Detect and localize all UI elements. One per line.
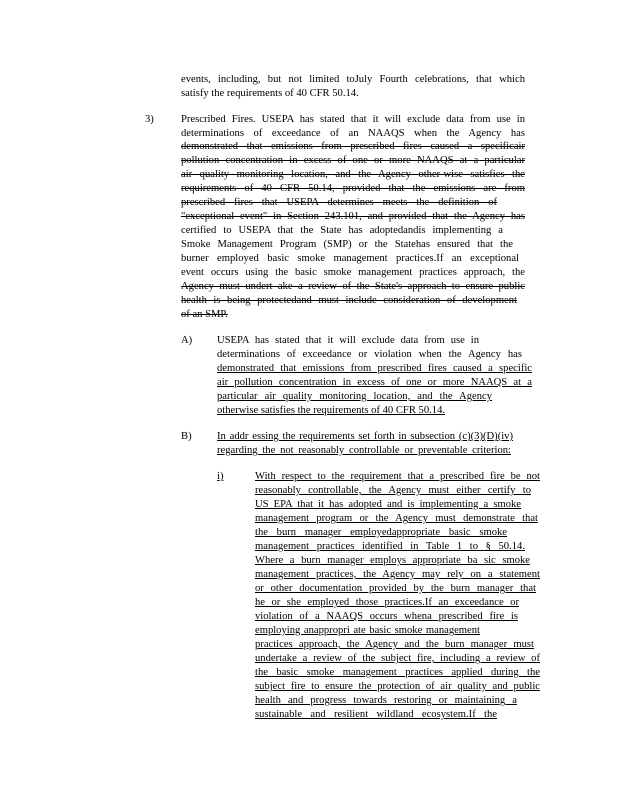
deleted-text-line: "exceptional event" in Section 243.101, and provided that the Agency has	[181, 211, 525, 222]
item-3-line: Prescribed Fires. USEPA has stated that it will exclude data from use in	[181, 114, 525, 125]
inserted-text-line: the burn manager employedappropriate basic smoke	[255, 527, 507, 538]
inserted-text-line: air pollution concentration in excess of one or more NAAQS at a	[217, 377, 532, 388]
deleted-text-line: pollution concentration in excess of one or more NAAQS at a particular	[181, 155, 525, 166]
item-3-marker: 3)	[145, 114, 154, 125]
inserted-text-line: violation of a NAAQS occurs whena prescribed fire is	[255, 611, 518, 622]
inserted-text-line: sustainable and resilient wildland ecosystem.If the	[255, 709, 497, 720]
item-b-marker: B)	[181, 431, 192, 442]
inserted-text-line: demonstrated that emissions from prescribed fires caused a specific	[217, 363, 532, 374]
inserted-text-line: the basic smoke management practices applied during the	[255, 667, 540, 678]
inserted-text-line: he or she employed those practices.If an exceedance or	[255, 597, 519, 608]
deleted-text-line: health is being protectedand must include consideration of development	[181, 295, 517, 306]
deleted-text-line: prescribed fires that USEPA determines meets the definition of	[181, 197, 497, 208]
inserted-text-line: subject fire to ensure the protection of air quality and public	[255, 681, 540, 692]
deleted-text-line: demonstrated that emissions from prescribed fires caused a specificair	[181, 141, 525, 152]
item-a-marker: A)	[181, 335, 193, 346]
deleted-text-line: of an SMP.	[181, 309, 228, 320]
item-3-line: determinations of exceedance of an NAAQS when the Agency has	[181, 128, 525, 139]
inserted-text-line: particular air quality monitoring location, and the Agency	[217, 391, 492, 402]
deleted-text-line: Agency must undert ake a review of the State's approach to ensure public	[181, 281, 525, 292]
item-a-line: USEPA has stated that it will exclude data from use in	[217, 335, 479, 346]
inserted-text-line: Where a burn manager employs appropriate ba sic smoke	[255, 555, 530, 566]
item-i-marker: i)	[217, 471, 224, 482]
inserted-text-line: management practices, the Agency may rely on a statement	[255, 569, 540, 580]
inserted-text-line: practices approach, the Agency and the burn manager must	[255, 639, 534, 650]
inserted-text-line: regarding the not reasonably controllable or preventable criterion:	[217, 445, 511, 456]
deleted-text-line: air quality monitoring location, and the Agency other-wise satisfies the	[181, 169, 525, 180]
item-a-line: determinations of exceedance or violation when the Agency has	[217, 349, 522, 360]
inserted-text-line: employing anappropri ate basic smoke management	[255, 625, 480, 636]
intro-line: satisfy the requirements of 40 CFR 50.14.	[181, 88, 359, 99]
inserted-text-line: In addr essing the requirements set forth in subsection (c)(3)(D)(iv)	[217, 431, 513, 442]
item-3-line: certified to USEPA that the State has adoptedandis implementing a	[181, 225, 503, 236]
inserted-text-line: otherwise satisfies the requirements of 40 CFR 50.14.	[217, 405, 446, 416]
deleted-text-line: requirements of 40 CFR 50.14, provided that the emissions are from	[181, 183, 525, 194]
intro-line: events, including, but not limited toJuly Fourth celebrations, that which	[181, 74, 525, 85]
inserted-text-line: management practices identified in Table 1 to § 50.14.	[255, 541, 525, 552]
item-3-line: event occurs using the basic smoke management practices approach, the	[181, 267, 525, 278]
inserted-text-line: reasonably controllable, the Agency must either certify to	[255, 485, 531, 496]
inserted-text-line: With respect to the requirement that a prescribed fire be not	[255, 471, 540, 482]
inserted-text-line: health and progress towards restoring or maintaining a	[255, 695, 517, 706]
inserted-text-line: US EPA that it has adopted and is implementing a smoke	[255, 499, 521, 510]
item-3-line: burner employed basic smoke management practices.If an exceptional	[181, 253, 519, 264]
inserted-text-line: management program or the Agency must demonstrate that	[255, 513, 538, 524]
inserted-text-line: or other documentation provided by the burn manager that	[255, 583, 536, 594]
item-3-line: Smoke Management Program (SMP) or the Statehas ensured that the	[181, 239, 513, 250]
inserted-text-line: undertake a review of the subject fire, including a review of	[255, 653, 540, 664]
